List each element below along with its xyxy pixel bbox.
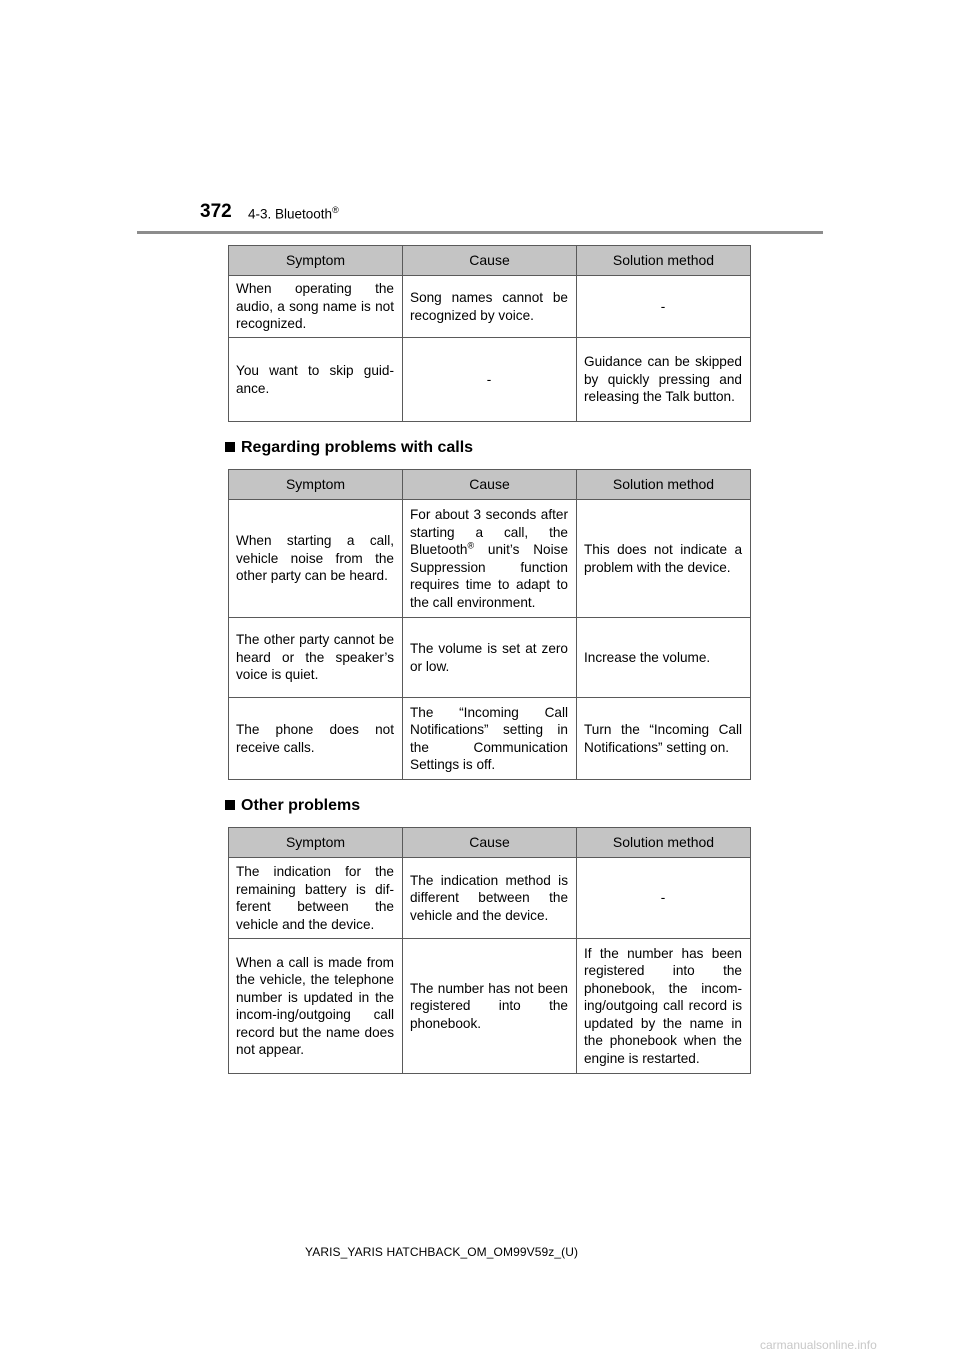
column-header-symptom: Symptom xyxy=(229,470,403,500)
other-problems-table xyxy=(228,827,751,1074)
cause-text-part2: unit’s Noise Suppression function requires time to adapt to the call environment. xyxy=(410,542,568,610)
registered-mark: ® xyxy=(467,540,475,551)
page-number: 372 xyxy=(200,201,232,222)
section-title xyxy=(248,205,339,222)
cause-text-part1: For about 3 seconds after starting a call, the Bluetooth xyxy=(410,507,568,557)
table-row xyxy=(229,276,751,338)
column-header-cause: Cause xyxy=(403,470,577,500)
calls-section-heading xyxy=(225,439,473,457)
symptom-cell: The phone does not receive calls. xyxy=(229,698,403,780)
column-header-solution: Solution method xyxy=(577,470,751,500)
site-watermark: carmanualsonline.info xyxy=(760,1338,877,1352)
table-row xyxy=(229,338,751,422)
section-title-text: 4-3. Bluetooth xyxy=(248,206,333,222)
table-header-row xyxy=(229,470,751,500)
cause-cell: The “Incoming Call Notifications” setting in the Communication Settings is off. xyxy=(403,698,577,780)
symptom-cell: When operating the audio, a song name is not recognized. xyxy=(229,276,403,338)
table-row xyxy=(229,858,751,939)
header-divider xyxy=(137,231,823,234)
column-header-symptom: Symptom xyxy=(229,246,403,276)
voice-problems-table xyxy=(228,245,751,422)
cause-cell: The number has not been registered into the phonebook. xyxy=(403,939,577,1074)
column-header-solution: Solution method xyxy=(577,828,751,858)
square-bullet-icon xyxy=(225,800,235,810)
cause-cell: - xyxy=(403,338,577,422)
column-header-cause: Cause xyxy=(403,828,577,858)
table-header-row xyxy=(229,828,751,858)
symptom-cell: The indication for the remaining battery is dif-ferent between the vehicle and the device. xyxy=(229,858,403,939)
other-section-heading xyxy=(225,797,360,815)
square-bullet-icon xyxy=(225,442,235,452)
registered-mark: ® xyxy=(332,205,339,215)
column-header-cause: Cause xyxy=(403,246,577,276)
column-header-solution: Solution method xyxy=(577,246,751,276)
solution-cell: This does not indicate a problem with the device. xyxy=(577,500,751,618)
table-row xyxy=(229,618,751,698)
solution-cell: Turn the “Incoming Call Notifications” setting on. xyxy=(577,698,751,780)
solution-cell: - xyxy=(577,858,751,939)
symptom-cell: You want to skip guid-ance. xyxy=(229,338,403,422)
symptom-cell: When a call is made from the vehicle, the telephone number is updated in the incom-ing/outgoing call record but the name does not appear. xyxy=(229,939,403,1074)
cause-cell: The indication method is different between the vehicle and the device. xyxy=(403,858,577,939)
solution-cell: If the number has been registered into the phonebook, the incom-ing/outgoing call record is updated by the name in the phonebook when the engine is restarted. xyxy=(577,939,751,1074)
symptom-cell: When starting a call, vehicle noise from the other party can be heard. xyxy=(229,500,403,618)
table-row xyxy=(229,939,751,1074)
cause-cell: The volume is set at zero or low. xyxy=(403,618,577,698)
calls-section-title: Regarding problems with calls xyxy=(241,439,474,456)
solution-cell: - xyxy=(577,276,751,338)
cause-cell xyxy=(403,500,577,618)
cause-cell: Song names cannot be recognized by voice. xyxy=(403,276,577,338)
document-code-footer: YARIS_YARIS HATCHBACK_OM_OM99V59z_(U) xyxy=(305,1245,579,1259)
table-header-row xyxy=(229,246,751,276)
table-row xyxy=(229,698,751,780)
column-header-symptom: Symptom xyxy=(229,828,403,858)
other-section-title: Other problems xyxy=(241,797,361,814)
solution-cell: Increase the volume. xyxy=(577,618,751,698)
solution-cell: Guidance can be skipped by quickly pressing and releasing the Talk button. xyxy=(577,338,751,422)
table-row xyxy=(229,500,751,618)
symptom-cell: The other party cannot be heard or the speaker’s voice is quiet. xyxy=(229,618,403,698)
call-problems-table xyxy=(228,469,751,780)
